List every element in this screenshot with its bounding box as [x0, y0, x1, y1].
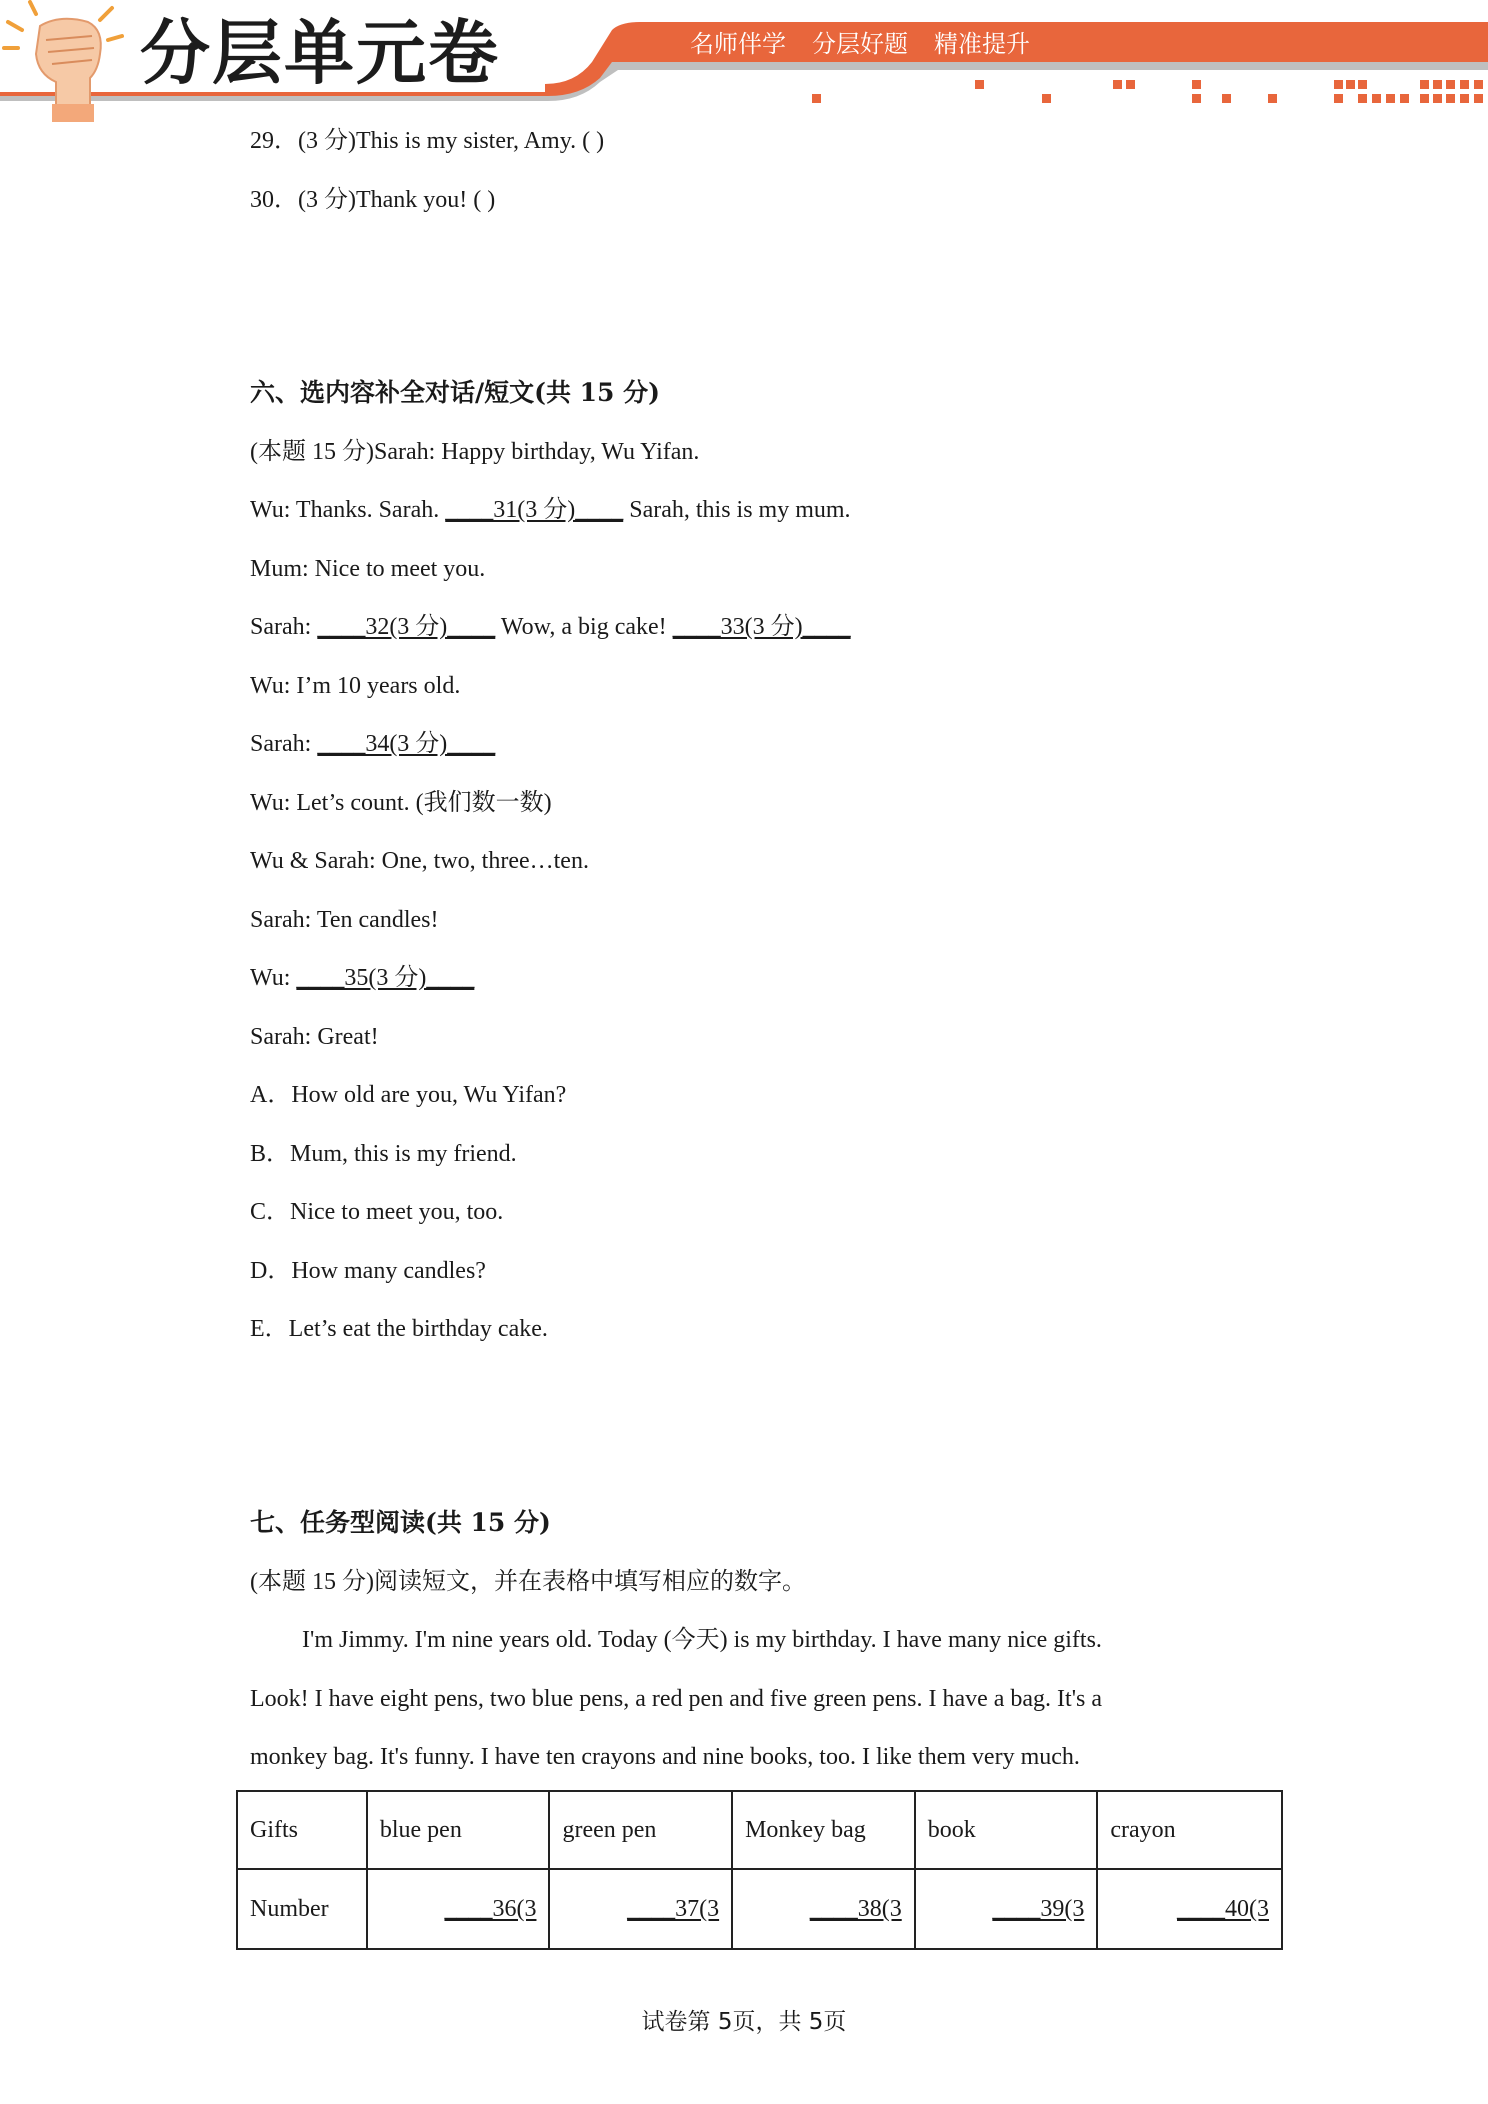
dialog-line-8: Sarah: Ten candles! — [250, 907, 439, 933]
answer-blank-35[interactable]: ____35(3 分)____ — [296, 965, 475, 991]
answer-blank-33[interactable]: ____33(3 分)____ — [672, 614, 851, 640]
answer-blank-39[interactable]: ____39(3 — [992, 1895, 1085, 1922]
question-29: 29．(3 分)This is my sister, Amy. ( ) — [250, 128, 605, 154]
dialog-line-7: Wu & Sarah: One, two, three…ten. — [250, 848, 589, 874]
slogan-3: 精准提升 — [934, 30, 1030, 58]
answer-blank-34[interactable]: ____34(3 分)____ — [317, 731, 496, 757]
reading-passage-line-3: monkey bag. It's funny. I have ten crayons and nine books, too. I like them very much. — [250, 1744, 1080, 1770]
dialog-text: Wu: Thanks. Sarah. — [250, 497, 446, 523]
option-a: A．How old are you, Wu Yifan? — [250, 1082, 567, 1108]
section7-intro: (本题 15 分)阅读短文，并在表格中填写相应的数字。 — [250, 1569, 806, 1595]
reading-passage-line-2: Look! I have eight pens, two blue pens, a red pen and five green pens. I have a bag. It's a — [250, 1686, 1103, 1712]
dialog-line-6: Wu: Let’s count. (我们数一数) — [250, 790, 552, 816]
brand-title: 分层单元卷 — [140, 12, 500, 94]
page-footer: 试卷第 5页，共 5页 — [641, 2009, 847, 2035]
option-e: E．Let’s eat the birthday cake. — [250, 1316, 548, 1342]
gifts-table — [236, 1790, 1283, 1950]
section7-title: 七、任务型阅读(共 15 分) — [250, 1508, 551, 1537]
table-header-cell: green pen — [549, 1791, 732, 1869]
dialog-line-10: Sarah: Great! — [250, 1024, 379, 1050]
header-banner — [0, 0, 1488, 125]
dialog-line-3 — [250, 611, 851, 643]
dialog-text: Sarah, this is my mum. — [623, 497, 851, 523]
table-header-cell: blue pen — [367, 1791, 550, 1869]
option-c: C．Nice to meet you, too. — [250, 1199, 504, 1225]
answer-blank-38[interactable]: ____38(3 — [809, 1895, 902, 1922]
dialog-line-9 — [250, 962, 474, 994]
table-header-cell: crayon — [1097, 1791, 1282, 1869]
table-header-row — [237, 1791, 1282, 1869]
dialog-line-5 — [250, 728, 495, 760]
dialog-line-1 — [250, 494, 851, 526]
answer-blank-40[interactable]: ____40(3 — [1177, 1895, 1269, 1922]
dialog-text: Sarah: — [250, 731, 318, 757]
section6-title: 六、选内容补全对话/短文(共 15 分) — [250, 378, 660, 407]
dialog-text: Wow, a big cake! — [495, 614, 673, 640]
dialog-text: Wu: — [250, 965, 297, 991]
slogan-1: 名师伴学 — [690, 30, 786, 58]
table-header-cell: Gifts — [237, 1791, 367, 1869]
table-header-cell: book — [915, 1791, 1098, 1869]
table-header-cell: Monkey bag — [732, 1791, 915, 1869]
slogan-bar — [690, 26, 1030, 62]
dialog-line-2: Mum: Nice to meet you. — [250, 556, 486, 582]
answer-blank-36[interactable]: ____36(3 — [444, 1895, 537, 1922]
option-b: B．Mum, this is my friend. — [250, 1141, 517, 1167]
question-30: 30．(3 分)Thank you! ( ) — [250, 187, 496, 213]
slogan-2: 分层好题 — [812, 30, 908, 58]
dialog-text: Sarah: — [250, 614, 318, 640]
fist-logo-icon — [4, 2, 122, 122]
table-row — [237, 1869, 1282, 1949]
option-d: D．How many candles? — [250, 1258, 486, 1284]
dialog-line-4: Wu: I’m 10 years old. — [250, 673, 461, 699]
answer-blank-32[interactable]: ____32(3 分)____ — [317, 614, 496, 640]
section6-intro: (本题 15 分)Sarah: Happy birthday, Wu Yifan. — [250, 439, 700, 465]
reading-passage-line-1: I'm Jimmy. I'm nine years old. Today (今天) is my birthday. I have many nice gifts. — [302, 1627, 1102, 1653]
answer-blank-31[interactable]: ____31(3 分)____ — [445, 497, 624, 523]
table-row-label: Number — [237, 1869, 367, 1949]
answer-blank-37[interactable]: ____37(3 — [627, 1895, 720, 1922]
